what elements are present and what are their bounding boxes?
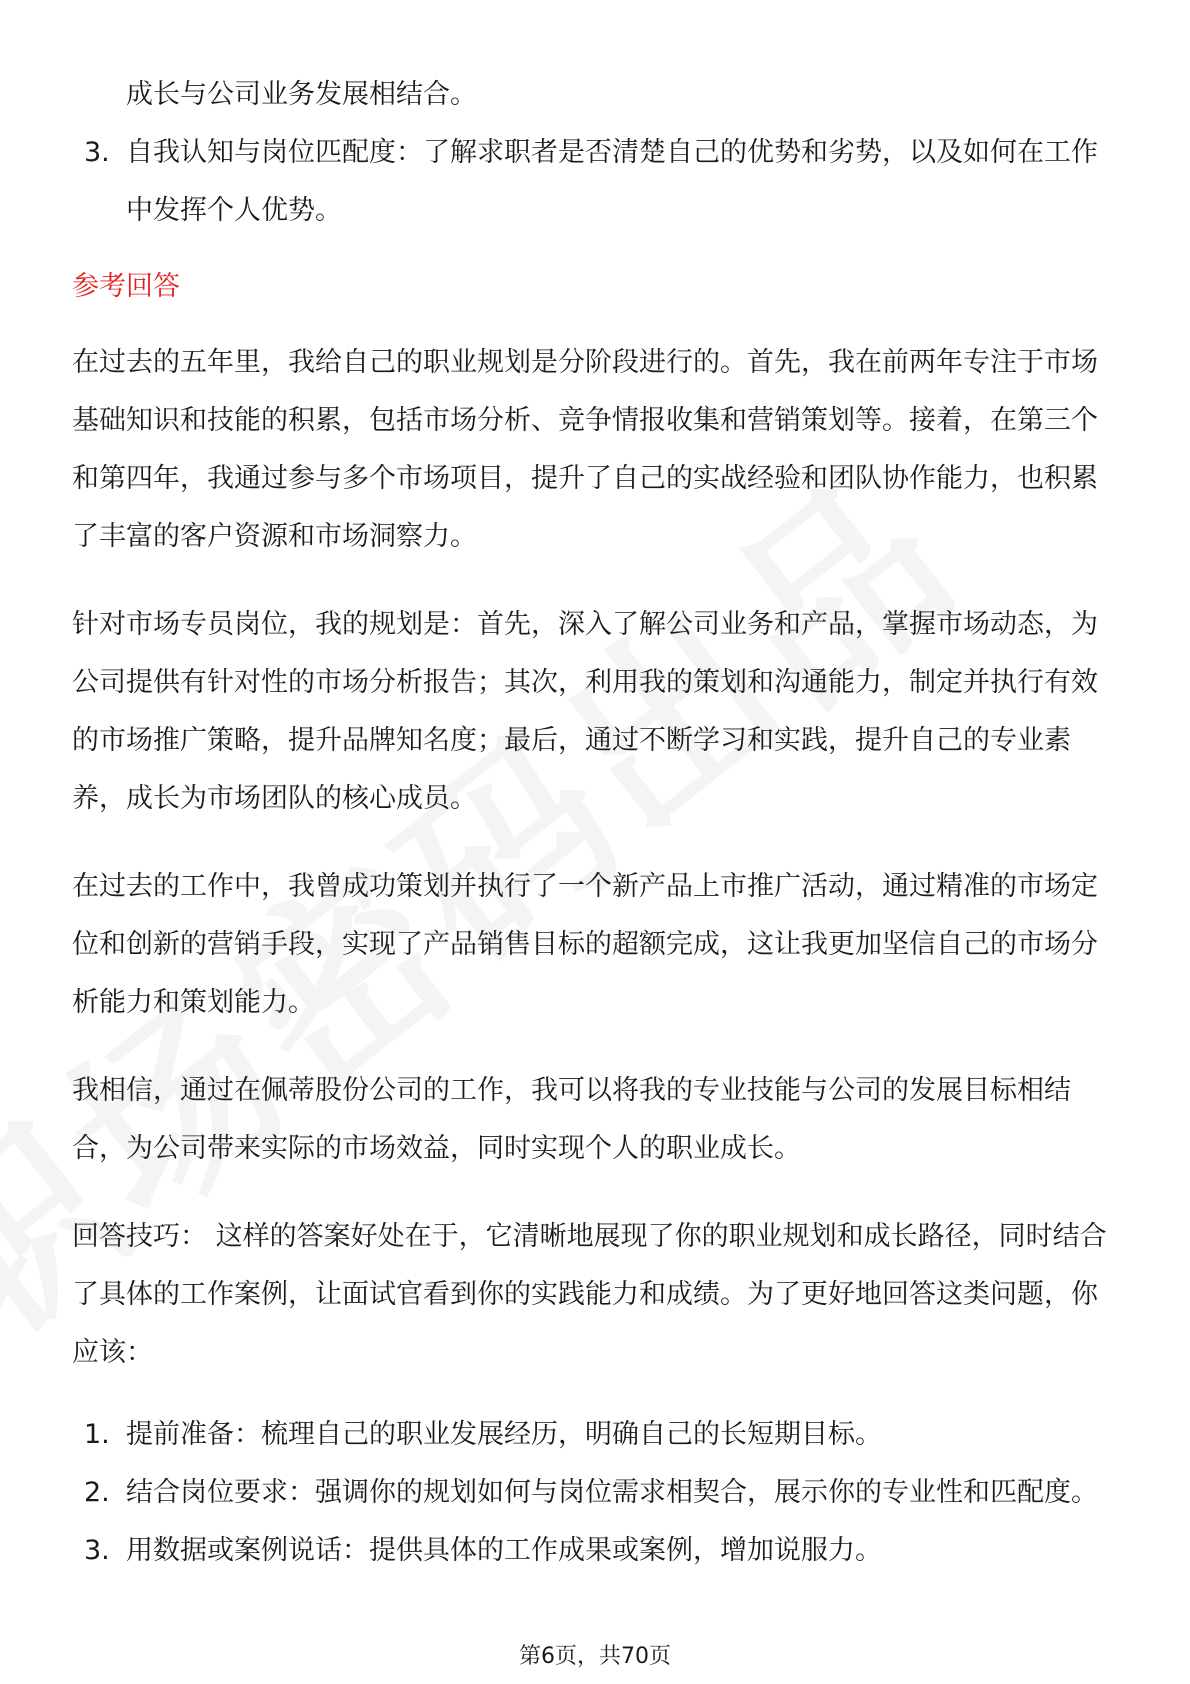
page-number-footer: 第6页，共70页 [519,1644,671,1669]
list-number: 3. [84,1535,110,1566]
list-number: 1. [84,1419,110,1450]
answer-paragraph-3: 在过去的工作中，我曾成功策划并执行了一个新产品上市推广活动，通过精准的市场定位和创新的营销手段，实现了产品销售目标的超额完成，这让我更加坚信自己的市场分析能力和策划能力。 [72,871,1098,1018]
intro-continuation: 成长与公司业务发展相结合。 [126,79,477,110]
page-content [72,66,1122,1580]
tips-list-item-2 [72,1464,1122,1522]
intro-list-item-3 [72,124,1122,240]
list-item-text: 结合岗位要求：强调你的规划如何与岗位需求相契合，展示你的专业性和匹配度。 [126,1477,1098,1508]
list-number: 2. [84,1477,110,1508]
tips-list-item-1 [72,1406,1122,1464]
section-heading: 参考回答 [72,271,180,302]
answer-paragraph-4: 我相信，通过在佩蒂股份公司的工作，我可以将我的专业技能与公司的发展目标相结合，为公司带来实际的市场效益，同时实现个人的职业成长。 [72,1075,1071,1164]
answer-tips: 回答技巧： 这样的答案好处在于，它清晰地展现了你的职业规划和成长路径，同时结合了具体的工作案例，让面试官看到你的实践能力和成绩。为了更好地回答这类问题，你应该： [72,1221,1107,1368]
list-item-text: 用数据或案例说话：提供具体的工作成果或案例，增加说服力。 [126,1535,882,1566]
answer-paragraph-1: 在过去的五年里，我给自己的职业规划是分阶段进行的。首先，我在前两年专注于市场基础知识和技能的积累，包括市场分析、竞争情报收集和营销策划等。接着，在第三个和第四年，我通过参与多个市场项目，提升了自己的实战经验和团队协作能力，也积累了丰富的客户资源和市场洞察力。 [72,347,1098,552]
tips-list-item-3 [72,1522,1122,1580]
answer-paragraph-2: 针对市场专员岗位，我的规划是：首先，深入了解公司业务和产品，掌握市场动态，为公司提供有针对性的市场分析报告；其次，利用我的策划和沟通能力，制定并执行有效的市场推广策略，提升品牌知名度；最后，通过不断学习和实践，提升自己的专业素养，成长为市场团队的核心成员。 [72,609,1098,814]
list-number: 3. [84,137,110,168]
list-item-text: 提前准备：梳理自己的职业发展经历，明确自己的长短期目标。 [126,1419,882,1450]
list-item-text: 自我认知与岗位匹配度：了解求职者是否清楚自己的优势和劣势，以及如何在工作中发挥个人优势。 [126,137,1098,226]
